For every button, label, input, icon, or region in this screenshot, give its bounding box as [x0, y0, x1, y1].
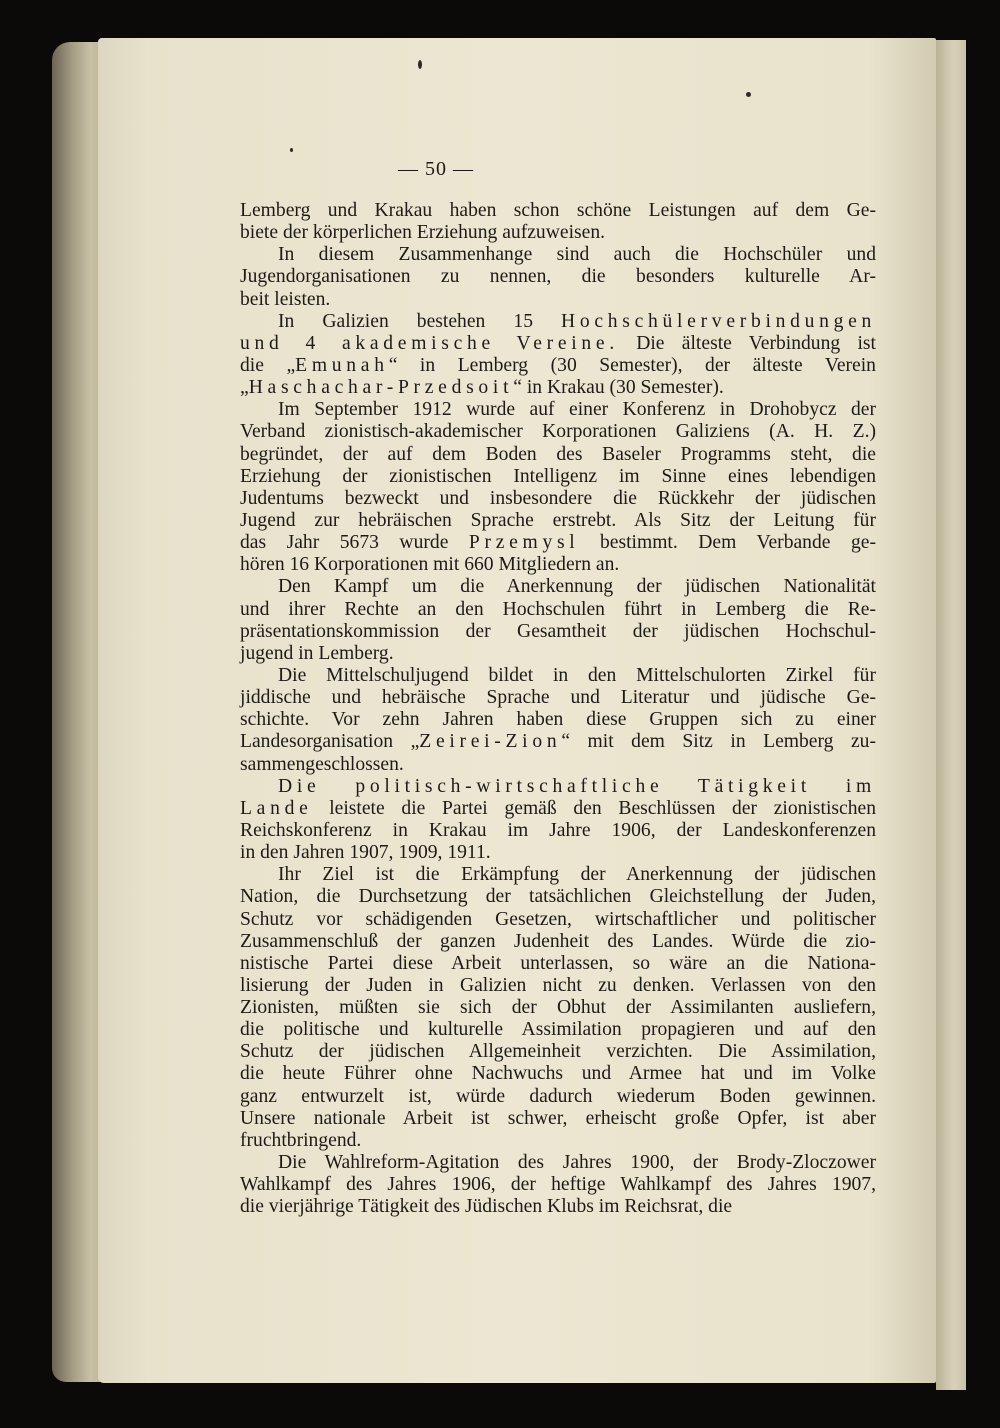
paragraph — [240, 665, 876, 776]
line-text: Den Kampf um die Anerkennung der jüdischen Nationalität — [278, 576, 876, 598]
line-text: Jugend zur hebräischen Sprache erstrebt. Als Sitz der Leitung für — [240, 509, 876, 531]
line-text: In diesem Zusammenhange sind auch die Hochschüler und — [278, 244, 876, 266]
line-text: “ in Krakau (30 Semester). — [513, 377, 724, 399]
text-line — [240, 709, 876, 731]
text-line — [240, 289, 876, 311]
ink-speck — [746, 92, 751, 97]
line-text: Lemberg und Krakau haben schon schöne Leistungen auf dem Ge- — [240, 200, 876, 221]
line-text: sammengeschlossen. — [240, 753, 404, 775]
line-text: Schutz vor schädigenden Gesetzen, wirtschaftlicher und politischer — [240, 908, 876, 930]
text-line — [240, 266, 876, 288]
line-text: “ mit dem Sitz in Lemberg zu- — [561, 731, 876, 753]
text-line — [240, 643, 876, 665]
line-text: Die älteste Verbindung ist — [618, 332, 876, 354]
line-text: Verband zionistisch-akademischer Korporationen Galiziens (A. H. Z.) — [240, 421, 876, 443]
line-text: leistete die Partei gemäß den Beschlüssen der zionistischen — [312, 797, 876, 819]
text-line — [240, 1130, 876, 1152]
line-text: Nation, die Durchsetzung der tatsächlichen Gleichstellung der Juden, — [240, 886, 876, 908]
body-text — [240, 200, 876, 1218]
spaced-emphasis: Przemysl — [468, 532, 580, 554]
paragraph — [240, 244, 876, 310]
line-text: Die Mittelschuljugend bildet in den Mittelschulorten Zirkel für — [278, 664, 876, 686]
line-text: Ihr Ziel ist die Erkämpfung der Anerkennung der jüdischen — [278, 864, 876, 886]
line-text: Wahlkampf des Jahres 1906, der heftige Wahlkampf des Jahres 1907, — [240, 1174, 876, 1196]
paragraph — [240, 311, 876, 400]
line-text: Reichskonferenz in Krakau im Jahre 1906, der Landeskonferenzen — [240, 819, 876, 841]
text-line — [240, 1196, 876, 1218]
text-line — [240, 488, 876, 510]
spaced-emphasis: Emunah — [295, 354, 389, 376]
line-text: “ in Lemberg (30 Semester), der älteste Verein — [388, 354, 876, 376]
spaced-emphasis: Die politisch-wirtschaftliche Tätigkeit im — [278, 775, 876, 797]
line-text: die vierjährige Tätigkeit des Jüdischen Klubs im Reichsrat, die — [240, 1196, 733, 1218]
text-line — [240, 1108, 876, 1130]
text-line — [240, 864, 876, 886]
line-text: und ihrer Rechte an den Hochschulen führt in Lemberg die Re- — [240, 598, 876, 620]
text-line — [240, 776, 876, 798]
text-line — [240, 599, 876, 621]
paragraph — [240, 776, 876, 865]
text-line — [240, 1086, 876, 1108]
line-text: jugend in Lemberg. — [240, 642, 394, 664]
line-text: fruchtbringend. — [240, 1129, 362, 1151]
text-line — [240, 200, 876, 222]
paragraph — [240, 200, 876, 244]
ink-speck — [418, 60, 422, 69]
line-text: lisierung der Juden in Galizien nicht zu denken. Verlassen von den — [240, 974, 876, 996]
line-text: präsentationskommission der Gesamtheit der jüdischen Hochschul- — [240, 620, 876, 642]
line-text: nistische Partei diese Arbeit unterlassen, so wäre an die Nationa- — [240, 952, 876, 974]
spaced-emphasis: Haschachar-Przedsoit — [248, 377, 514, 399]
paragraph — [240, 864, 876, 1152]
paragraph — [240, 576, 876, 665]
text-line — [240, 842, 876, 864]
text-line — [240, 909, 876, 931]
text-line — [240, 576, 876, 598]
text-line — [240, 377, 876, 399]
text-line — [240, 886, 876, 908]
page-number: — 50 — — [398, 158, 474, 180]
line-text: Landesorganisation „ — [240, 731, 420, 753]
line-text: schichte. Vor zehn Jahren haben diese Gruppen sich zu einer — [240, 709, 876, 731]
line-text: Schutz der jüdischen Allgemeinheit verzichten. Die Assimilation, — [240, 1041, 876, 1063]
text-line — [240, 1174, 876, 1196]
line-text: die „ — [240, 354, 296, 376]
text-line — [240, 510, 876, 532]
text-line — [240, 997, 876, 1019]
line-text: „ — [240, 377, 249, 399]
line-text: hören 16 Korporationen mit 660 Mitgliedern an. — [240, 554, 620, 576]
line-text: Erziehung der zionistischen Intelligenz im Sinne eines lebendigen — [240, 465, 876, 487]
text-line — [240, 311, 876, 333]
text-line — [240, 466, 876, 488]
line-text: beit leisten. — [240, 288, 331, 310]
line-text: biete der körperlichen Erziehung aufzuweisen. — [240, 222, 606, 244]
text-line — [240, 244, 876, 266]
line-text: Zusammenschluß der ganzen Judenheit des Landes. Würde die zio- — [240, 930, 876, 952]
text-line — [240, 621, 876, 643]
text-line — [240, 931, 876, 953]
line-text: Im September 1912 wurde auf einer Konferenz in Drohobycz der — [278, 399, 876, 421]
spaced-emphasis: und 4 akademische Vereine. — [240, 332, 619, 354]
text-line — [240, 1019, 876, 1041]
line-text: ganz entwurzelt ist, würde dadurch wiederum Boden gewinnen. — [240, 1085, 876, 1107]
paragraph — [240, 1152, 876, 1218]
line-text: Zionisten, müßten sie sich der Obhut der Assimilanten ausliefern, — [240, 997, 876, 1019]
line-text: begründet, der auf dem Boden des Baseler Programms steht, die — [240, 443, 876, 465]
text-line — [240, 222, 876, 244]
line-text: In Galizien bestehen 15 — [278, 310, 562, 332]
line-text: in den Jahren 1907, 1909, 1911. — [240, 842, 491, 864]
spaced-emphasis: Hochschülerverbindungen — [561, 310, 876, 332]
spaced-emphasis: Zeirei-Zion — [419, 731, 562, 753]
text-line — [240, 798, 876, 820]
ink-speck — [290, 148, 293, 152]
line-text: Judentums bezweckt und insbesondere die Rückkehr der jüdischen — [240, 487, 876, 509]
text-line — [240, 754, 876, 776]
spaced-emphasis: Lande — [240, 797, 313, 819]
text-line — [240, 399, 876, 421]
text-line — [240, 1063, 876, 1085]
text-line — [240, 731, 876, 753]
paragraph — [240, 399, 876, 576]
text-line — [240, 820, 876, 842]
line-text: Unsere nationale Arbeit ist schwer, erheischt große Opfer, ist aber — [240, 1107, 876, 1129]
text-line — [240, 1041, 876, 1063]
text-line — [240, 953, 876, 975]
line-text: die heute Führer ohne Nachwuchs und Armee hat und im Volke — [240, 1063, 876, 1085]
text-line — [240, 1152, 876, 1174]
text-line — [240, 687, 876, 709]
line-text: jiddische und hebräische Sprache und Literatur und jüdische Ge- — [240, 687, 876, 709]
text-line — [240, 355, 876, 377]
text-line — [240, 532, 876, 554]
text-line — [240, 444, 876, 466]
text-line — [240, 421, 876, 443]
text-line — [240, 975, 876, 997]
line-text: Jugendorganisationen zu nennen, die besonders kulturelle Ar- — [240, 266, 876, 288]
line-text: Die Wahlreform-Agitation des Jahres 1900, der Brody-Zloczower — [278, 1152, 876, 1174]
line-text: das Jahr 5673 wurde — [240, 532, 469, 554]
facing-page-edge — [936, 40, 966, 1390]
text-line — [240, 554, 876, 576]
line-text: die politische und kulturelle Assimilation propagieren und auf den — [240, 1019, 876, 1041]
line-text: bestimmt. Dem Verbande ge- — [579, 532, 876, 554]
text-line — [240, 333, 876, 355]
text-line — [240, 665, 876, 687]
